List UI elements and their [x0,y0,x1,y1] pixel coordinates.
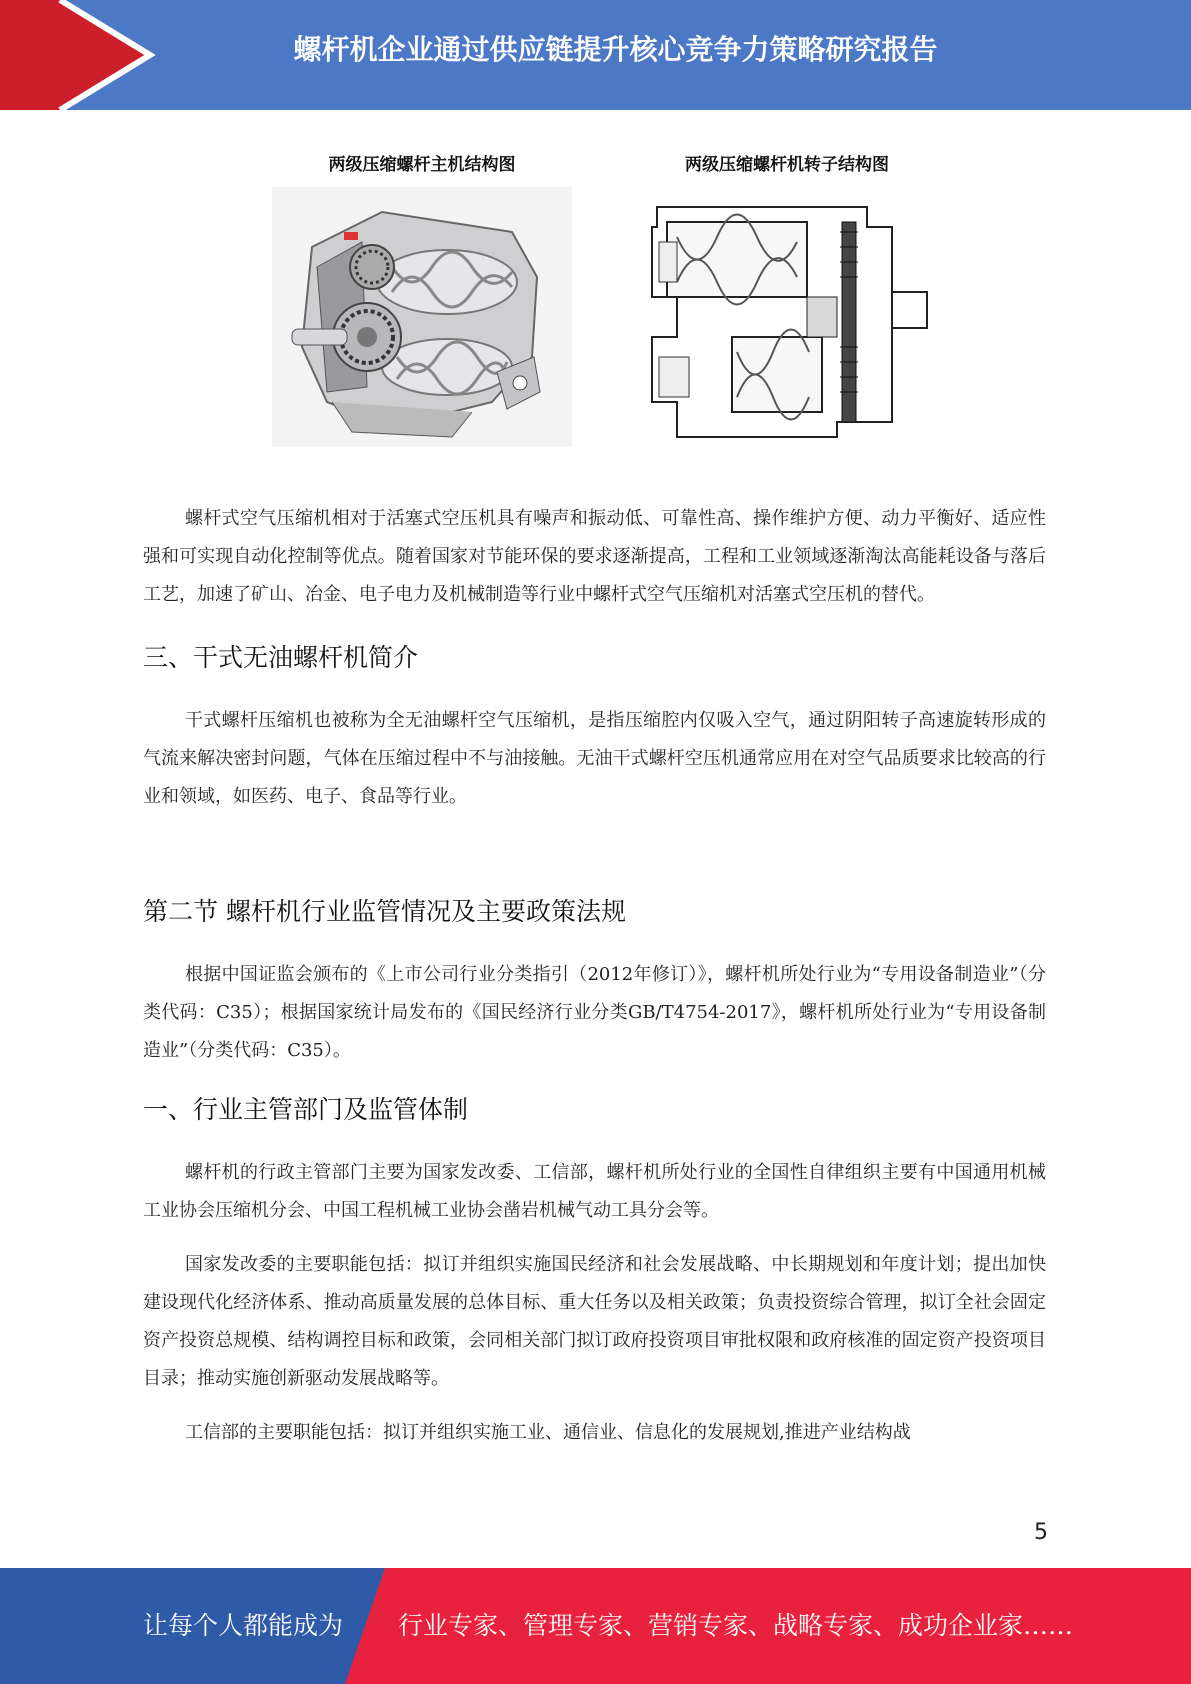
section-heading-3: 三、干式无油螺杆机简介 [143,643,419,672]
figure-caption: 两级压缩螺杆主机结构图 [328,155,516,175]
page-footer [0,1568,1191,1684]
figure-caption: 两级压缩螺杆机转子结构图 [685,155,889,175]
paragraph: 螺杆式空气压缩机相对于活塞式空压机具有噪声和振动低、可靠性高、操作维护方便、动力平衡好、适应性强和可实现自动化控制等优点。随着国家对节能环保的要求逐渐提高，工程和工业领域逐渐淘汰高能耗设备与落后工艺，加速了矿山、冶金、电子电力及机械制造等行业中螺杆式空气压缩机对活塞式空压机的替代。 [143,508,1046,605]
rotor-structure-illustration [637,187,937,447]
chapter-section-heading: 第二节 螺杆机行业监管情况及主要政策法规 [143,897,626,926]
paragraph: 根据中国证监会颁布的《上市公司行业分类指引（2012年修订）》，螺杆机所处行业为“专用设备制造业”（分类代码：C35）；根据国家统计局发布的《国民经济行业分类GB/T4754-2017》，螺杆机所处行业为“专用设备制造业”（分类代码：C35）。 [143,964,1046,1061]
paragraph: 国家发改委的主要职能包括：拟订并组织实施国民经济和社会发展战略、中长期规划和年度计划；提出加快建设现代化经济体系、推动高质量发展的总体目标、重大任务以及相关政策；负责投资综合管理，拟订全社会固定资产投资总规模、结构调控目标和政策，会同相关部门拟订政府投资项目审批权限和政府核准的固定资产投资项目目录；推动实施创新驱动发展战略等。 [143,1254,1046,1389]
figure-main-unit [272,150,572,447]
footer-slogan-left: 让每个人都能成为 [143,1611,344,1640]
section-heading-1: 一、行业主管部门及监管体制 [143,1095,469,1124]
document-title: 螺杆机企业通过供应链提升核心竞争力策略研究报告 [293,33,938,66]
main-content [143,500,1046,1452]
compressor-main-unit-illustration [272,187,572,447]
figure-rotor [637,150,937,447]
paragraph: 干式螺杆压缩机也被称为全无油螺杆空气压缩机，是指压缩腔内仅吸入空气，通过阴阳转子高速旋转形成的气流来解决密封问题，气体在压缩过程中不与油接触。无油干式螺杆空压机通常应用在对空气品质要求比较高的行业和领域，如医药、电子、食品等行业。 [143,710,1046,807]
page-header [0,0,1191,110]
figure-row [0,150,1191,470]
paragraph: 工信部的主要职能包括：拟订并组织实施工业、通信业、信息化的发展规划,推进产业结构战 [185,1422,911,1443]
page-number: 5 [1034,1520,1048,1545]
footer-slogan-right: 行业专家、管理专家、营销专家、战略专家、成功企业家…… [398,1611,1074,1640]
paragraph: 螺杆机的行政主管部门主要为国家发改委、工信部，螺杆机所处行业的全国性自律组织主要有中国通用机械工业协会压缩机分会、中国工程机械工业协会凿岩机械气动工具分会等。 [143,1162,1046,1221]
